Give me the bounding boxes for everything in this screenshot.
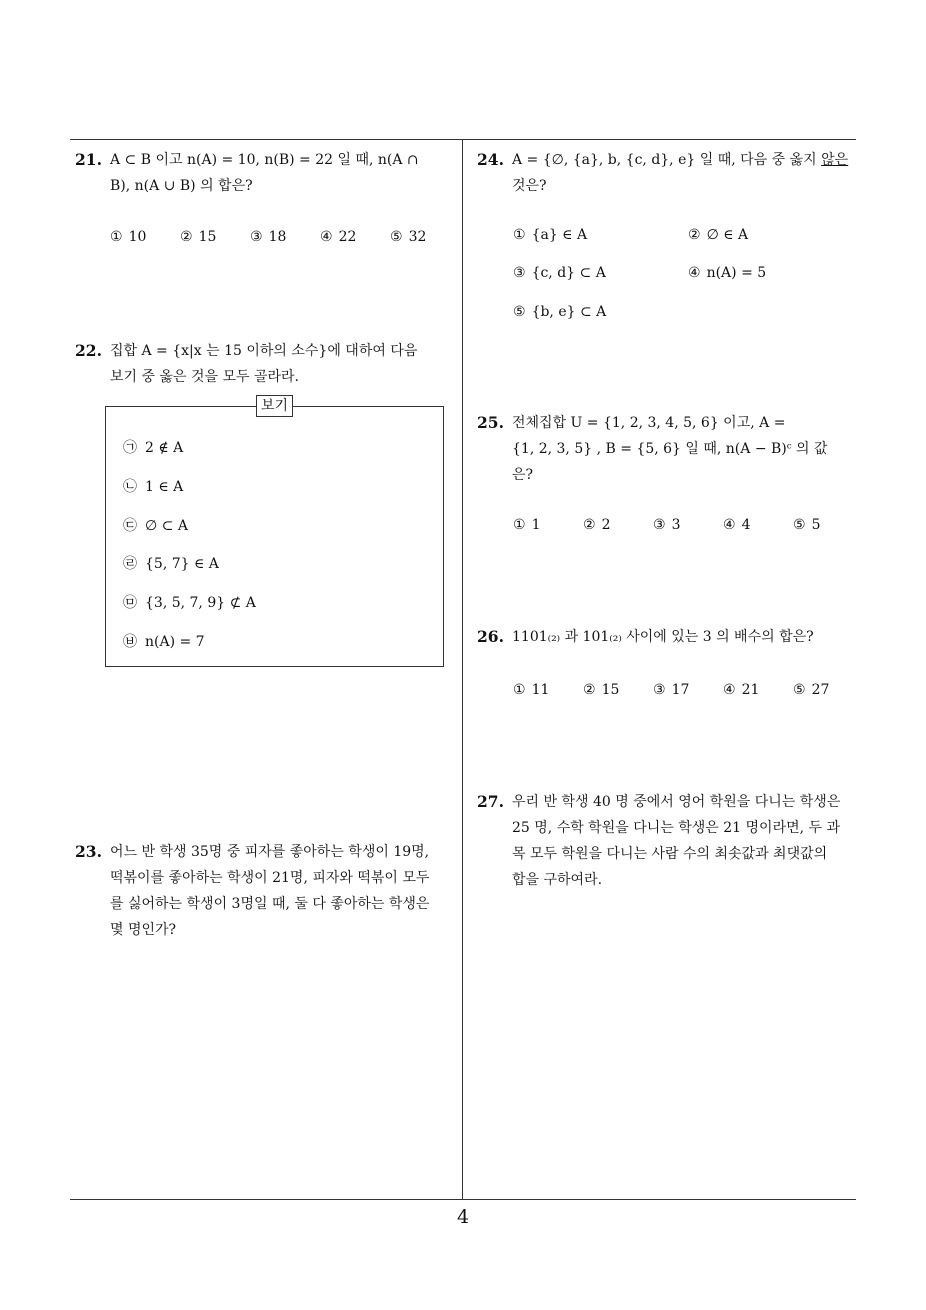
option-3[interactable]: ③ 17 <box>653 682 690 698</box>
question-text-line: 1101₍₂₎ 과 101₍₂₎ 사이에 있는 3 의 배수의 합은? <box>512 629 814 645</box>
bogi-item: ㉣ {5, 7} ∈ A <box>123 556 219 572</box>
option-5[interactable]: ⑤ {b, e} ⊂ A <box>513 304 607 320</box>
option-4[interactable]: ④ 21 <box>723 682 760 698</box>
question-number: 22. <box>75 341 102 360</box>
option-5[interactable]: ⑤ 5 <box>793 517 821 533</box>
question-text-line: 떡볶이를 좋아하는 학생이 21명, 피자와 떡볶이 모두 <box>110 870 430 886</box>
option-4[interactable]: ④ n(A) = 5 <box>688 265 767 281</box>
option-1[interactable]: ① 1 <box>513 517 541 533</box>
option-1[interactable]: ① {a} ∈ A <box>513 227 588 243</box>
option-1[interactable]: ① 10 <box>110 229 147 245</box>
question-text-line: 우리 반 학생 40 명 중에서 영어 학원을 다니는 학생은 <box>512 794 841 810</box>
question-21 <box>75 147 457 199</box>
question-number: 25. <box>477 413 504 432</box>
bogi-item: ㉠ 2 ∉ A <box>123 440 184 456</box>
page-number: 4 <box>456 1206 470 1228</box>
bogi-item: ㉡ 1 ∈ A <box>123 479 184 495</box>
question-text-line: A = {∅, {a}, b, {c, d}, e} 일 때, 다음 중 옳지 않은 <box>512 152 849 168</box>
question-number: 26. <box>477 627 504 646</box>
question-25 <box>477 410 861 488</box>
option-3[interactable]: ③ 18 <box>250 229 287 245</box>
column-divider <box>462 139 463 1200</box>
question-24 <box>477 147 861 199</box>
bottom-rule <box>70 1199 856 1200</box>
option-5[interactable]: ⑤ 27 <box>793 682 830 698</box>
question-27 <box>477 789 861 893</box>
question-text-line: 집합 A = {x|x 는 15 이하의 소수}에 대하여 다음 <box>110 343 418 359</box>
bogi-item: ㉢ ∅ ⊂ A <box>123 518 188 534</box>
question-26 <box>477 624 861 650</box>
question-text-line: 25 명, 수학 학원을 다니는 학생은 21 명이라면, 두 과 <box>512 820 841 836</box>
question-text-line: 것은? <box>512 178 547 194</box>
question-22 <box>75 338 457 390</box>
option-1[interactable]: ① 11 <box>513 682 550 698</box>
bogi-item: ㉥ n(A) = 7 <box>123 634 205 650</box>
question-number: 27. <box>477 792 504 811</box>
option-4[interactable]: ④ 4 <box>723 517 751 533</box>
option-2[interactable]: ② ∅ ∈ A <box>688 227 749 243</box>
question-text-line: 합을 구하여라. <box>512 872 603 888</box>
option-2[interactable]: ② 2 <box>583 517 611 533</box>
bogi-item: ㉤ {3, 5, 7, 9} ⊄ A <box>123 595 256 611</box>
question-text-line: A ⊂ B 이고 n(A) = 10, n(B) = 22 일 때, n(A ∩ <box>110 152 419 168</box>
question-text-line: 전체집합 U = {1, 2, 3, 4, 5, 6} 이고, A = <box>512 415 786 431</box>
question-text-line: B), n(A ∪ B) 의 합은? <box>110 178 253 194</box>
question-text-line: {1, 2, 3, 5} , B = {5, 6} 일 때, n(A − B)ᶜ 의 값 <box>512 441 828 457</box>
question-text-line: 보기 중 옳은 것을 모두 골라라. <box>110 369 299 385</box>
question-text-line: 어느 반 학생 35명 중 피자를 좋아하는 학생이 19명, <box>110 844 430 860</box>
question-text-line: 를 싫어하는 학생이 3명일 때, 둘 다 좋아하는 학생은 <box>110 896 430 912</box>
top-rule <box>70 139 856 140</box>
question-text-line: 은? <box>512 467 534 483</box>
bogi-box <box>105 398 444 667</box>
option-4[interactable]: ④ 22 <box>320 229 357 245</box>
underlined-word: 않은 <box>821 152 849 168</box>
question-number: 21. <box>75 150 102 169</box>
question-number: 23. <box>75 842 102 861</box>
question-number: 24. <box>477 150 504 169</box>
option-3[interactable]: ③ 3 <box>653 517 681 533</box>
question-23 <box>75 839 457 943</box>
question-text-line: 목 모두 학원을 다니는 사람 수의 최솟값과 최댓값의 <box>512 846 828 862</box>
option-2[interactable]: ② 15 <box>180 229 217 245</box>
bogi-title: 보기 <box>256 395 293 417</box>
option-5[interactable]: ⑤ 32 <box>390 229 427 245</box>
question-text-line: 몇 명인가? <box>110 922 177 938</box>
option-2[interactable]: ② 15 <box>583 682 620 698</box>
option-3[interactable]: ③ {c, d} ⊂ A <box>513 265 606 281</box>
